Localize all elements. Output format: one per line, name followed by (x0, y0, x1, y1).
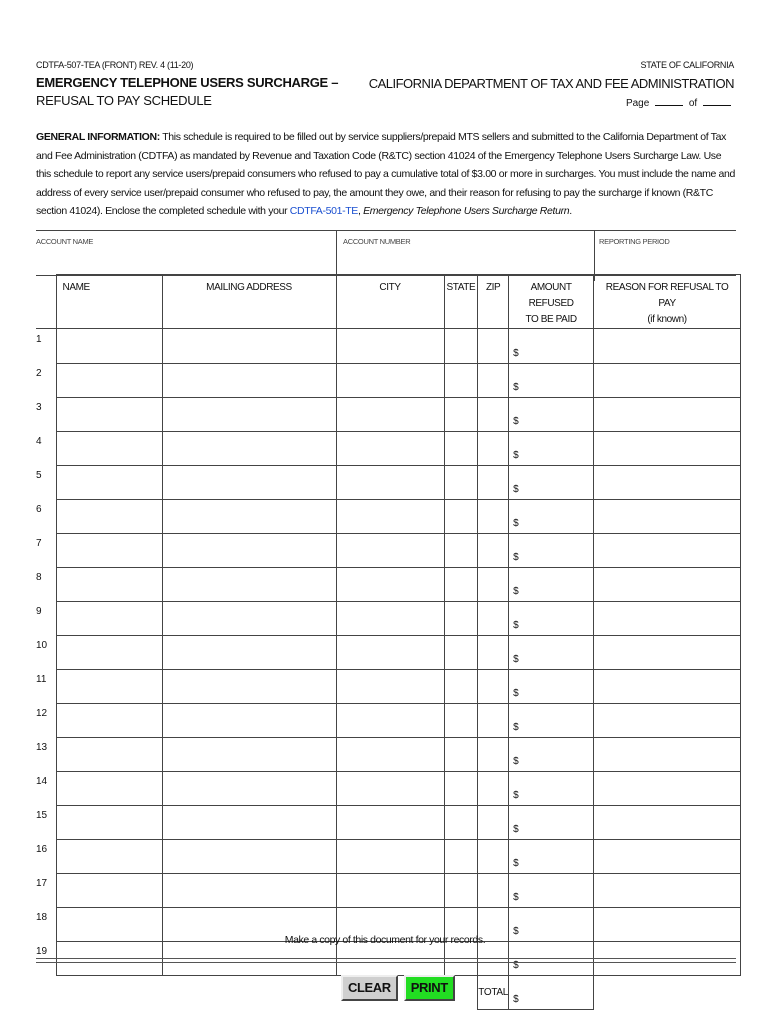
row-number: 3 (36, 397, 56, 431)
dollar-sign: $ (513, 959, 519, 971)
form-number: CDTFA-507-TEA (FRONT) REV. 4 (11-20) (36, 60, 194, 70)
state-cell[interactable] (444, 533, 478, 567)
reason-cell[interactable] (594, 567, 741, 601)
dollar-sign: $ (513, 857, 519, 869)
amount-refused-cell[interactable] (509, 737, 594, 771)
comma-text: , (357, 205, 364, 217)
name-cell[interactable] (56, 397, 162, 431)
divider-line (36, 962, 736, 963)
zip-cell[interactable] (478, 533, 509, 567)
name-cell[interactable] (56, 499, 162, 533)
city-cell[interactable] (336, 635, 444, 669)
amount-refused-cell[interactable] (509, 431, 594, 465)
total-empty (594, 975, 741, 1009)
general-info-text: This schedule is required to be filled out by service suppliers/prepaid MTS sellers and submitted to the California Department of Tax and Fee Administration (CDTFA) as mandated by Revenue and Taxation Code (R&TC) section 41024 of the Emergency Telephone Users Surcharge Law. Use this schedule to report any service users/prepaid consumers who refused to pay a cumulative total of $3.00 or more in surcharges. You must include the name and address of every service user/prepaid consumer who refused to pay, the amount they owe, and their reason for refusing to pay the surcharge if known (R&TC section 41024). Enclose the completed schedule with your (36, 131, 736, 217)
state-cell[interactable] (444, 737, 478, 771)
reason-cell[interactable] (594, 873, 741, 907)
mailing-address-cell[interactable] (162, 873, 336, 907)
table-row (36, 873, 741, 907)
table-row (36, 363, 741, 397)
city-cell[interactable] (336, 601, 444, 635)
name-cell[interactable] (56, 873, 162, 907)
name-cell[interactable] (56, 839, 162, 873)
city-cell[interactable] (336, 465, 444, 499)
table-row (36, 601, 741, 635)
table-row (36, 805, 741, 839)
general-information (36, 128, 736, 221)
state-cell[interactable] (444, 601, 478, 635)
page-total-field[interactable] (703, 96, 731, 106)
mailing-address-cell[interactable] (162, 567, 336, 601)
mailing-address-header: MAILING ADDRESS (162, 275, 336, 329)
dollar-sign: $ (513, 653, 519, 665)
zip-cell[interactable] (478, 703, 509, 737)
state-cell[interactable] (444, 873, 478, 907)
city-cell[interactable] (336, 771, 444, 805)
name-cell[interactable] (56, 363, 162, 397)
mailing-address-cell[interactable] (162, 363, 336, 397)
zip-cell[interactable] (478, 567, 509, 601)
reason-cell[interactable] (594, 635, 741, 669)
state-label: STATE OF CALIFORNIA (640, 60, 734, 70)
city-cell[interactable] (336, 873, 444, 907)
form-buttons (341, 975, 455, 1001)
dollar-sign: $ (513, 585, 519, 597)
divider-line (36, 958, 736, 959)
mailing-address-cell[interactable] (162, 499, 336, 533)
table-row (36, 737, 741, 771)
city-cell[interactable] (336, 737, 444, 771)
form-subtitle: REFUSAL TO PAY SCHEDULE (36, 93, 212, 108)
amount-refused-cell[interactable] (509, 499, 594, 533)
state-cell[interactable] (444, 805, 478, 839)
dollar-sign: $ (513, 687, 519, 699)
row-number: 8 (36, 567, 56, 601)
zip-cell[interactable] (478, 669, 509, 703)
reason-cell[interactable] (594, 805, 741, 839)
city-header: CITY (336, 275, 444, 329)
row-number: 2 (36, 363, 56, 397)
row-number: 12 (36, 703, 56, 737)
mailing-address-cell[interactable] (162, 839, 336, 873)
table-row (36, 771, 741, 805)
city-cell[interactable] (336, 397, 444, 431)
row-number: 16 (36, 839, 56, 873)
name-cell[interactable] (56, 329, 162, 364)
amount-refused-cell[interactable] (509, 805, 594, 839)
state-cell[interactable] (444, 771, 478, 805)
page-number-field[interactable] (655, 96, 683, 106)
city-cell[interactable] (336, 839, 444, 873)
amount-refused-cell[interactable] (509, 363, 594, 397)
mailing-address-cell[interactable] (162, 329, 336, 364)
amount-refused-cell[interactable] (509, 839, 594, 873)
reason-cell[interactable] (594, 397, 741, 431)
name-cell[interactable] (56, 635, 162, 669)
name-header: NAME (56, 275, 162, 329)
state-cell[interactable] (444, 329, 478, 364)
table-header-row (36, 275, 741, 329)
dollar-sign: $ (513, 619, 519, 631)
row-number: 10 (36, 635, 56, 669)
account-info-row (36, 230, 736, 276)
reason-cell[interactable] (594, 329, 741, 364)
mailing-address-cell[interactable] (162, 431, 336, 465)
form-header-right (369, 60, 734, 109)
reason-cell[interactable] (594, 363, 741, 397)
amount-refused-header (509, 275, 594, 329)
period-text: . (569, 205, 572, 217)
reason-cell[interactable] (594, 669, 741, 703)
table-row (36, 431, 741, 465)
amount-refused-cell[interactable] (509, 771, 594, 805)
reason-cell[interactable] (594, 703, 741, 737)
row-number: 18 (36, 907, 56, 941)
refusal-schedule-table (36, 274, 741, 1010)
city-cell[interactable] (336, 499, 444, 533)
of-label: of (688, 98, 698, 109)
account-name-label: ACCOUNT NAME (36, 237, 94, 246)
dollar-sign: $ (513, 483, 519, 495)
dollar-sign: $ (513, 551, 519, 563)
table-row (36, 397, 741, 431)
row-number: 17 (36, 873, 56, 907)
name-cell[interactable] (56, 601, 162, 635)
dollar-sign: $ (513, 517, 519, 529)
dollar-sign: $ (513, 925, 519, 937)
reason-cell[interactable] (594, 839, 741, 873)
form-header-left (36, 60, 338, 108)
city-cell[interactable] (336, 703, 444, 737)
zip-cell[interactable] (478, 431, 509, 465)
mailing-address-cell[interactable] (162, 771, 336, 805)
mailing-address-cell[interactable] (162, 465, 336, 499)
amount-refused-cell[interactable] (509, 329, 594, 364)
page-label: Page (625, 98, 650, 109)
amount-refused-cell[interactable] (509, 567, 594, 601)
zip-header: ZIP (478, 275, 509, 329)
name-cell[interactable] (56, 669, 162, 703)
mailing-address-cell[interactable] (162, 635, 336, 669)
mailing-address-cell[interactable] (162, 669, 336, 703)
zip-cell[interactable] (478, 839, 509, 873)
mailing-address-cell[interactable] (162, 703, 336, 737)
reason-cell[interactable] (594, 499, 741, 533)
zip-cell[interactable] (478, 771, 509, 805)
dollar-sign: $ (513, 789, 519, 801)
table-row (36, 499, 741, 533)
reason-cell[interactable] (594, 431, 741, 465)
name-cell[interactable] (56, 771, 162, 805)
general-info-heading: GENERAL INFORMATION: (36, 131, 160, 143)
row-number: 4 (36, 431, 56, 465)
name-cell[interactable] (56, 431, 162, 465)
amount-refused-cell[interactable] (509, 601, 594, 635)
dollar-sign: $ (513, 823, 519, 835)
row-number: 11 (36, 669, 56, 703)
state-header: STATE (444, 275, 478, 329)
clear-button[interactable]: CLEAR (341, 975, 398, 1001)
zip-cell[interactable] (478, 805, 509, 839)
city-cell[interactable] (336, 363, 444, 397)
reason-cell[interactable] (594, 771, 741, 805)
city-cell[interactable] (336, 669, 444, 703)
amount-header-line1: AMOUNT REFUSED (528, 282, 574, 309)
dollar-sign: $ (513, 891, 519, 903)
state-cell[interactable] (444, 703, 478, 737)
form-title: EMERGENCY TELEPHONE USERS SURCHARGE – (36, 75, 339, 90)
form-link[interactable]: CDTFA-501-TE (289, 205, 358, 217)
return-title: Emergency Telephone Users Surcharge Return (363, 205, 570, 217)
page-indicator (369, 96, 734, 109)
amount-refused-cell[interactable] (509, 397, 594, 431)
name-cell[interactable] (56, 805, 162, 839)
row-number: 14 (36, 771, 56, 805)
table-row (36, 329, 741, 364)
dollar-sign: $ (513, 415, 519, 427)
name-cell[interactable] (56, 533, 162, 567)
city-cell[interactable] (336, 805, 444, 839)
name-cell[interactable] (56, 567, 162, 601)
reason-cell[interactable] (594, 601, 741, 635)
amount-refused-cell[interactable] (509, 669, 594, 703)
name-cell[interactable] (56, 703, 162, 737)
zip-cell[interactable] (478, 329, 509, 364)
row-number: 6 (36, 499, 56, 533)
zip-cell[interactable] (478, 601, 509, 635)
name-cell[interactable] (56, 737, 162, 771)
total-label: TOTAL (478, 975, 509, 1009)
reason-cell[interactable] (594, 737, 741, 771)
reporting-period-label: REPORTING PERIOD (599, 237, 670, 246)
reason-header-line1: REASON FOR REFUSAL TO PAY (605, 282, 729, 309)
copy-note: Make a copy of this document for your records. (284, 934, 486, 946)
department-label: CALIFORNIA DEPARTMENT OF TAX AND FEE ADMINISTRATION (368, 76, 734, 91)
state-cell[interactable] (444, 499, 478, 533)
state-cell[interactable] (444, 839, 478, 873)
zip-cell[interactable] (478, 635, 509, 669)
reason-cell[interactable] (594, 533, 741, 567)
state-cell[interactable] (444, 431, 478, 465)
mailing-address-cell[interactable] (162, 601, 336, 635)
dollar-sign: $ (513, 721, 519, 733)
table-row (36, 669, 741, 703)
city-cell[interactable] (336, 533, 444, 567)
reason-header (594, 275, 741, 329)
mailing-address-cell[interactable] (162, 397, 336, 431)
dollar-sign: $ (513, 347, 519, 359)
zip-cell[interactable] (478, 397, 509, 431)
state-cell[interactable] (444, 363, 478, 397)
amount-refused-cell[interactable] (509, 533, 594, 567)
row-number: 19 (36, 941, 56, 975)
amount-refused-cell[interactable] (509, 703, 594, 737)
table-row (36, 465, 741, 499)
state-cell[interactable] (444, 567, 478, 601)
row-number: 15 (36, 805, 56, 839)
dollar-sign: $ (513, 755, 519, 767)
city-cell[interactable] (336, 329, 444, 364)
row-number: 5 (36, 465, 56, 499)
row-number: 9 (36, 601, 56, 635)
zip-cell[interactable] (478, 465, 509, 499)
zip-cell[interactable] (478, 363, 509, 397)
state-cell[interactable] (444, 669, 478, 703)
table-row (36, 567, 741, 601)
amount-refused-cell[interactable] (509, 635, 594, 669)
row-number: 13 (36, 737, 56, 771)
state-cell[interactable] (444, 465, 478, 499)
print-button[interactable]: PRINT (404, 975, 455, 1001)
zip-cell[interactable] (478, 873, 509, 907)
table-row (36, 533, 741, 567)
row-number-header (36, 275, 56, 329)
amount-refused-cell[interactable] (509, 873, 594, 907)
mailing-address-cell[interactable] (162, 805, 336, 839)
table-row (36, 635, 741, 669)
row-number: 1 (36, 329, 56, 364)
reason-header-line2: (if known) (647, 314, 687, 325)
row-number: 7 (36, 533, 56, 567)
city-cell[interactable] (336, 431, 444, 465)
city-cell[interactable] (336, 567, 444, 601)
state-cell[interactable] (444, 397, 478, 431)
state-cell[interactable] (444, 635, 478, 669)
table-row (36, 839, 741, 873)
name-cell[interactable] (56, 465, 162, 499)
account-number-label: ACCOUNT NUMBER (343, 237, 411, 246)
dollar-sign: $ (513, 993, 519, 1005)
zip-cell[interactable] (478, 737, 509, 771)
table-body (36, 329, 741, 1010)
total-amount-cell[interactable] (509, 975, 594, 1009)
mailing-address-cell[interactable] (162, 737, 336, 771)
mailing-address-cell[interactable] (162, 533, 336, 567)
amount-refused-cell[interactable] (509, 465, 594, 499)
zip-cell[interactable] (478, 499, 509, 533)
dollar-sign: $ (513, 381, 519, 393)
reason-cell[interactable] (594, 465, 741, 499)
amount-header-line2: TO BE PAID (525, 314, 577, 325)
table-row (36, 703, 741, 737)
dollar-sign: $ (513, 449, 519, 461)
